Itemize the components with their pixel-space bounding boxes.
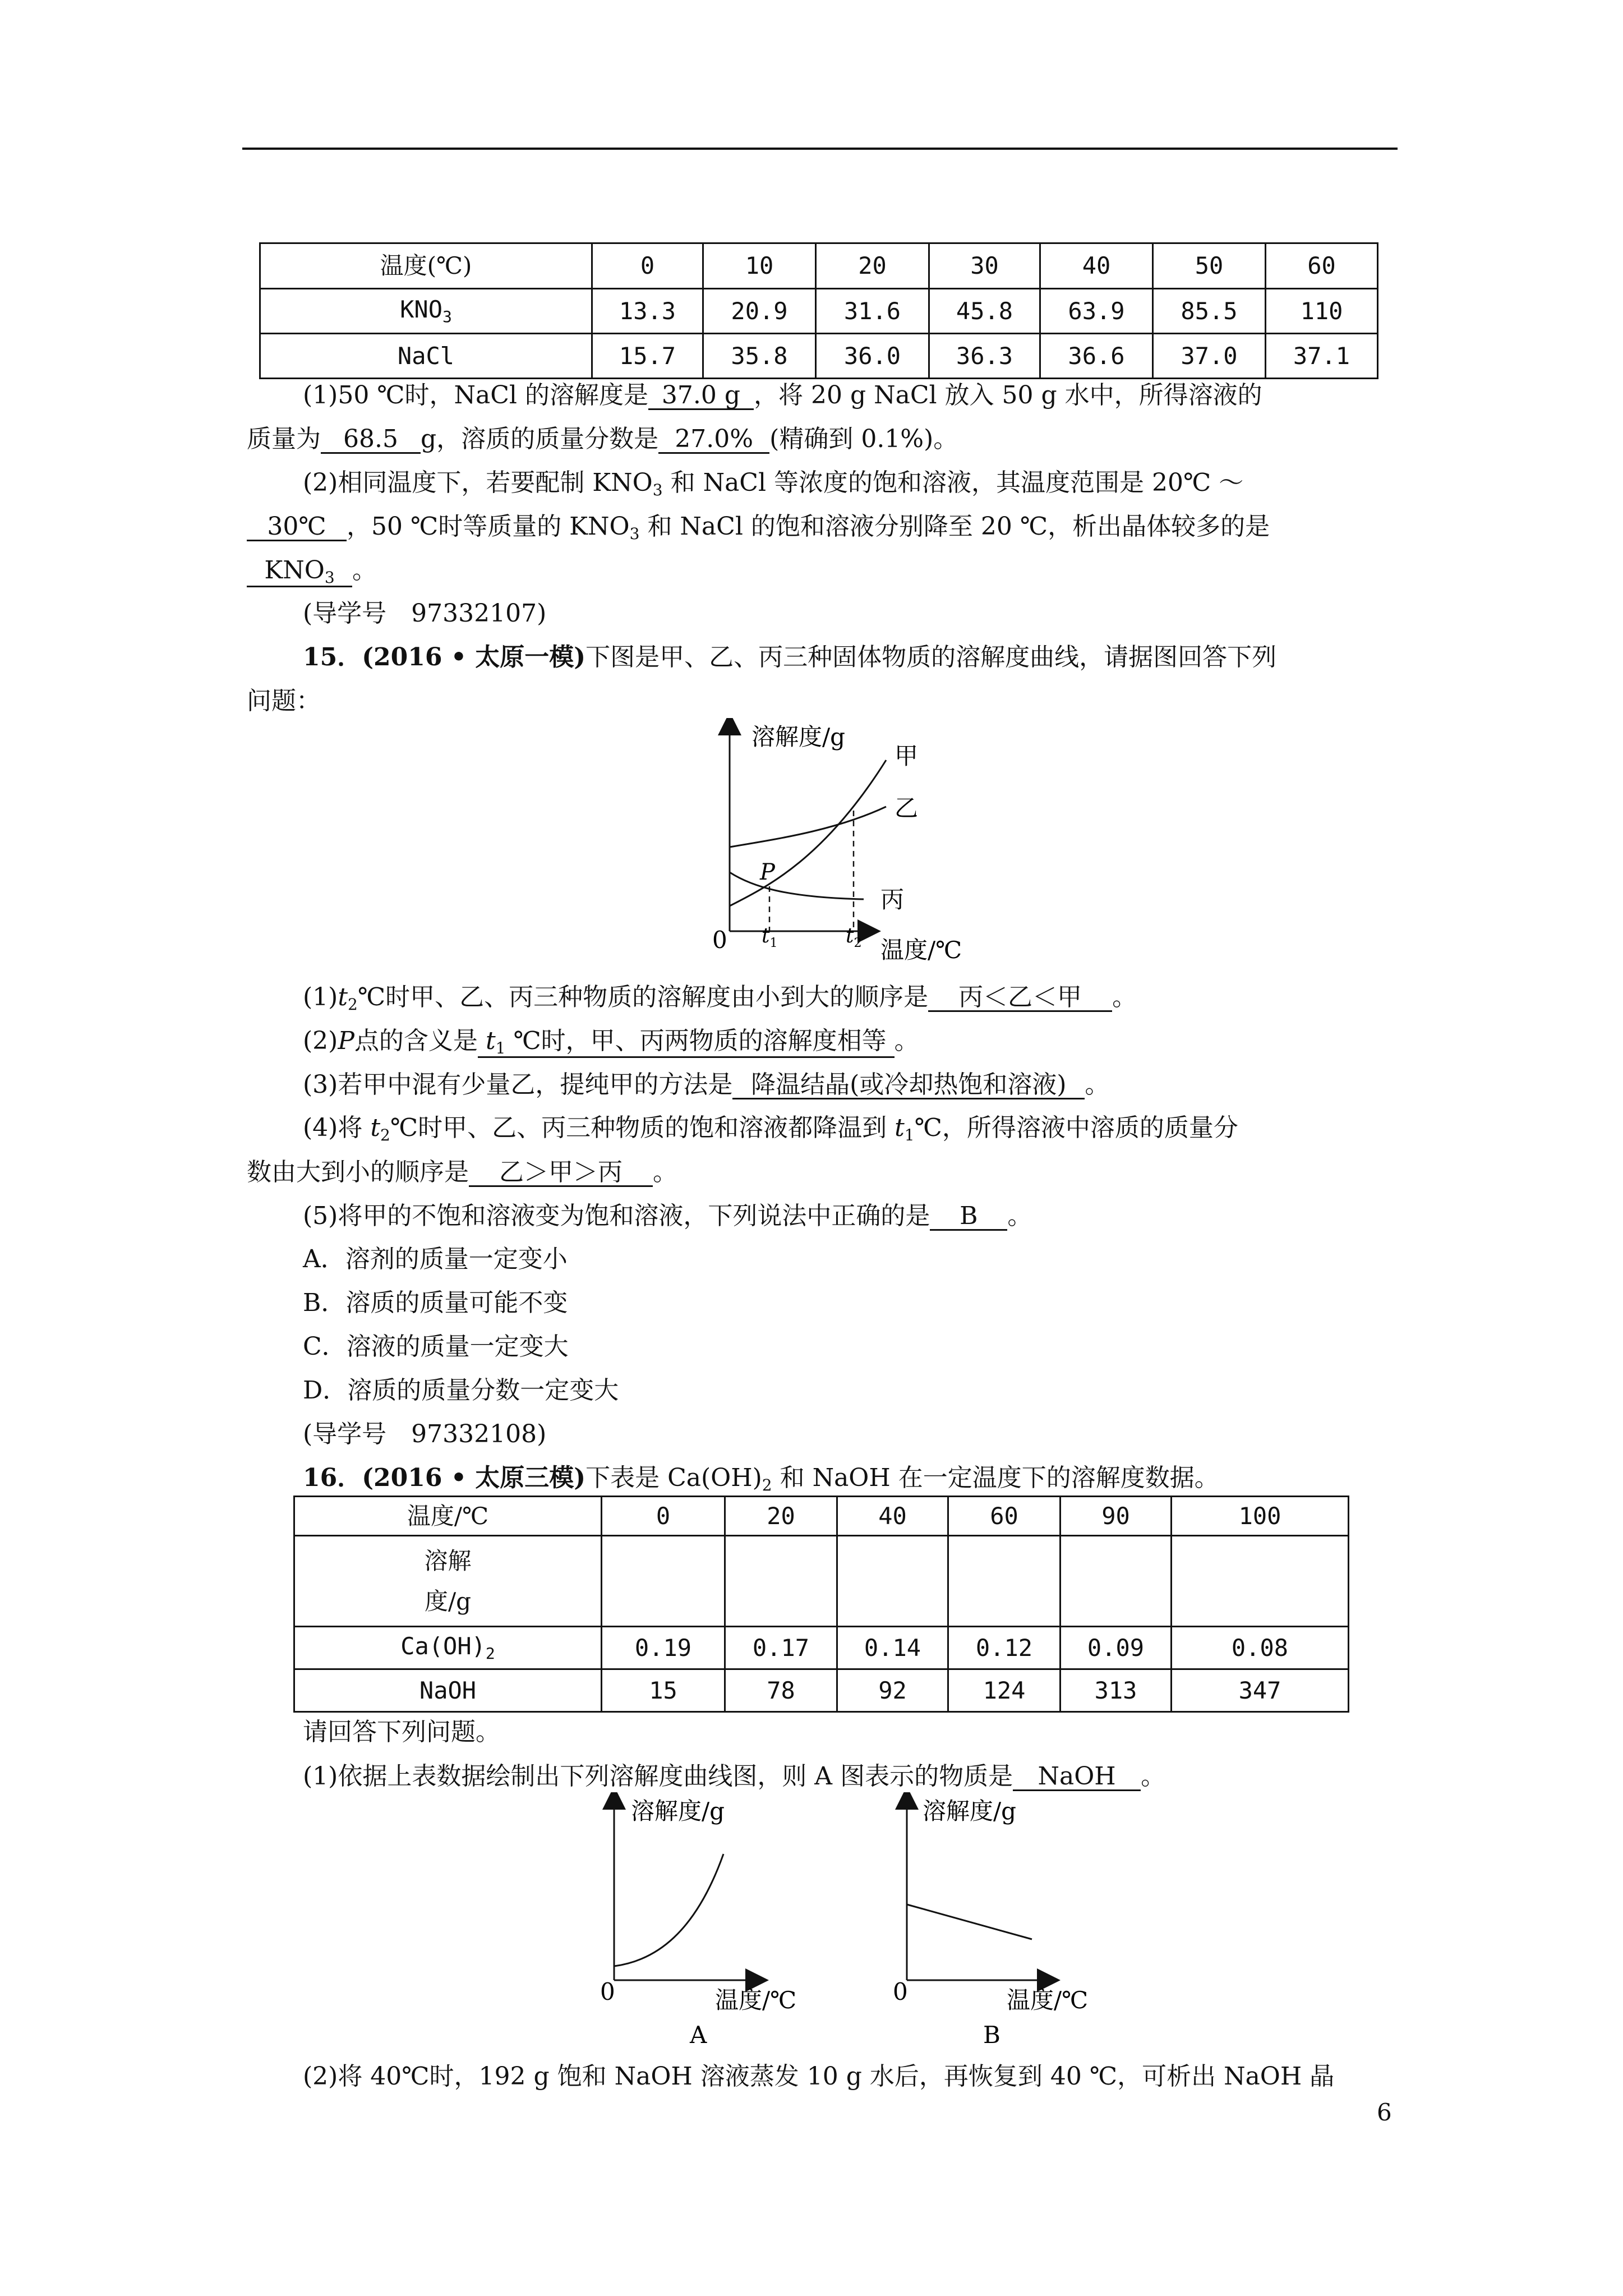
- table-row: [260, 334, 1378, 379]
- origin-label: 0: [712, 926, 727, 954]
- table-cell: 36.0: [816, 334, 929, 379]
- table-cell: 31.6: [816, 289, 929, 334]
- table-row-label: NaCl: [260, 334, 592, 379]
- table-cell: 90: [1061, 1497, 1172, 1536]
- table-cell: 85.5: [1153, 289, 1266, 334]
- table-row: [294, 1536, 1349, 1627]
- q14-part1-line1: (1)50 ℃时，NaCl 的溶解度是 37.0 g ，将 20 g NaCl 放入 50 g 水中，所得溶液的: [303, 381, 1262, 409]
- table-cell: 40: [837, 1497, 948, 1536]
- answer-blank: NaOH: [1013, 1764, 1141, 1791]
- table-row: [294, 1627, 1349, 1669]
- solubility-chart-b: [880, 1792, 1161, 2050]
- table-cell: 10: [703, 243, 816, 289]
- table-cell: 20.9: [703, 289, 816, 334]
- x-axis-label: 温度/℃: [1007, 1986, 1089, 2014]
- curve-caoh2: [907, 1904, 1032, 1939]
- t1-label: $t_1$: [762, 924, 778, 950]
- solubility-chart-a: [589, 1792, 869, 2050]
- page-number: 6: [1377, 2099, 1392, 2126]
- option-d: D．溶质的质量分数一定变大: [303, 1376, 619, 1405]
- q14-part2-line1: (2)相同温度下，若要配制 $KNO_3$ 和 NaCl 等浓度的饱和溶液，其温度范围是 20℃ ～: [303, 470, 1251, 498]
- table-cell: 37.1: [1266, 334, 1378, 379]
- table-row-label: 溶解 度/g: [294, 1536, 602, 1627]
- q15-intro-line1: 15．(2016 • 太原一模)下图是甲、乙、丙三种固体物质的溶解度曲线，请据图回答下列: [303, 643, 1277, 671]
- table-cell: 37.0: [1153, 334, 1266, 379]
- table-cell: 124: [948, 1669, 1061, 1712]
- answer-blank: 37.0 g: [648, 383, 754, 410]
- q15-sub2: (2)P点的含义是 $t_1$ ℃时，甲、丙两物质的溶解度相等 。: [303, 1027, 919, 1057]
- solubility-table-kno3-nacl: [259, 242, 1378, 379]
- q14-part1-line2: 质量为 68.5 g，溶质的质量分数是 27.0% (精确到 0.1%)。: [247, 425, 958, 453]
- table-row-label: $KNO_3$: [260, 289, 592, 334]
- q15-sub4-line1: (4)将 $t_2℃$时甲、乙、丙三种物质的饱和溶液都降温到 $t_1℃$，所得溶液中溶质的质量分: [303, 1114, 1238, 1144]
- curve-naoh: [614, 1854, 723, 1966]
- answer-blank: 30℃: [247, 514, 347, 541]
- q15-sub4-line2: 数由大到小的顺序是 乙＞甲＞丙 。: [247, 1158, 677, 1186]
- q15-intro-line2: 问题：: [247, 687, 321, 715]
- point-p-label: P: [760, 859, 775, 885]
- table-cell: 40: [1040, 243, 1153, 289]
- origin-label: 0: [893, 1978, 908, 2005]
- q15-sub3: (3)若甲中混有少量乙，提纯甲的方法是 降温结晶(或冷却热饱和溶液) 。: [303, 1070, 1110, 1099]
- table-cell: 0.09: [1061, 1627, 1172, 1669]
- table-header-row: [294, 1497, 1349, 1536]
- header-rule: [242, 148, 1398, 150]
- answer-blank: 68.5: [321, 426, 421, 454]
- q14-part2-line2: 30℃ ，50 ℃时等质量的 $KNO_3$ 和 NaCl 的饱和溶液分别降至 20 ℃，析出晶体较多的是: [247, 514, 1270, 542]
- table-cell: 15: [602, 1669, 725, 1712]
- q15-sub1: $(1)t_2℃$时甲、乙、丙三种物质的溶解度由小到大的顺序是 丙＜乙＜甲 。: [303, 983, 1137, 1014]
- table-row: [260, 289, 1378, 334]
- q14-part2-line3: $KNO_3$ 。: [247, 558, 377, 587]
- table-cell: 92: [837, 1669, 948, 1712]
- table-cell: 60: [948, 1497, 1061, 1536]
- y-axis-label: 溶解度/g: [923, 1797, 1017, 1825]
- y-axis-label: 溶解度/g: [631, 1797, 725, 1825]
- table-cell: 60: [1266, 243, 1378, 289]
- answer-blank: 降温结晶(或冷却热饱和溶液): [732, 1072, 1085, 1099]
- x-axis-label: 温度/℃: [715, 1986, 797, 2014]
- guide-number: (导学号 97332108): [303, 1420, 547, 1448]
- table-cell: 50: [1153, 243, 1266, 289]
- guide-number: (导学号 97332107): [303, 599, 547, 628]
- q16-sub1: (1)依据上表数据绘制出下列溶解度曲线图，则 A 图表示的物质是 NaOH 。: [303, 1762, 1166, 1791]
- table-cell: 36.6: [1040, 334, 1153, 379]
- table-row: [294, 1669, 1349, 1712]
- answer-blank: 20℃ ～: [1152, 468, 1244, 497]
- series-label-bing: 丙: [880, 886, 905, 913]
- table-cell: 63.9: [1040, 289, 1153, 334]
- table-cell: 347: [1172, 1669, 1349, 1712]
- answer-blank: 乙＞甲＞丙: [469, 1159, 653, 1187]
- answer-blank: 丙＜乙＜甲: [928, 984, 1112, 1012]
- q15-sub5: (5)将甲的不饱和溶液变为饱和溶液，下列说法中正确的是 B 。: [303, 1202, 1032, 1230]
- table-cell: 0: [592, 243, 703, 289]
- table-cell: 36.3: [929, 334, 1040, 379]
- table-cell: 45.8: [929, 289, 1040, 334]
- table-cell: 0.17: [725, 1627, 837, 1669]
- option-a: A．溶剂的质量一定变小: [303, 1245, 568, 1273]
- table-cell: 13.3: [592, 289, 703, 334]
- table-cell: 20: [816, 243, 929, 289]
- series-label-yi: 乙: [895, 794, 919, 822]
- table-cell: 0.19: [602, 1627, 725, 1669]
- table-cell: 35.8: [703, 334, 816, 379]
- table-cell: 0.12: [948, 1627, 1061, 1669]
- table-cell: 30: [929, 243, 1040, 289]
- table-cell: 20: [725, 1497, 837, 1536]
- table-header-row: [260, 243, 1378, 289]
- table-cell: 15.7: [592, 334, 703, 379]
- table-cell: 100: [1172, 1497, 1349, 1536]
- answer-blank: B: [930, 1203, 1007, 1231]
- option-b: B．溶质的质量可能不变: [303, 1289, 568, 1317]
- table-cell: 0.08: [1172, 1627, 1349, 1669]
- x-axis-label: 温度/℃: [880, 936, 962, 964]
- origin-label: 0: [600, 1978, 615, 2005]
- answer-blank: $t_1$ ℃时，甲、丙两物质的溶解度相等: [478, 1028, 895, 1058]
- table-cell: 0: [602, 1497, 725, 1536]
- q16-prompt: 请回答下列问题。: [303, 1718, 500, 1746]
- table-cell: 温度/℃: [294, 1497, 602, 1536]
- solubility-curve-chart: [695, 718, 1009, 965]
- chart-caption: A: [690, 2021, 707, 2049]
- curve-yi: [730, 807, 886, 847]
- table-cell: 温度(℃): [260, 243, 592, 289]
- chart-caption: B: [983, 2021, 1000, 2049]
- q16-sub2: (2)将 40℃时，192 g 饱和 NaOH 溶液蒸发 10 g 水后，再恢复到 40 ℃，可析出 NaOH 晶: [303, 2062, 1335, 2091]
- t2-label: $t_2$: [846, 924, 862, 950]
- q16-intro: 16．(2016 • 太原三模)下表是 $Ca(OH)_2$ 和 NaOH 在一定温度下的溶解度数据。: [303, 1464, 1219, 1494]
- solubility-table-caoh2-naoh: [293, 1496, 1349, 1713]
- y-axis-label: 溶解度/g: [751, 723, 846, 751]
- table-row-label: $Ca(OH)_2$: [294, 1627, 602, 1669]
- table-cell: 0.14: [837, 1627, 948, 1669]
- table-row-label: NaOH: [294, 1669, 602, 1712]
- answer-blank: 27.0%: [658, 426, 769, 454]
- table-cell: 78: [725, 1669, 837, 1712]
- series-label-jia: 甲: [895, 742, 919, 770]
- option-c: C．溶液的质量一定变大: [303, 1332, 569, 1361]
- table-cell: 110: [1266, 289, 1378, 334]
- answer-blank: $KNO_3$: [247, 558, 352, 587]
- table-cell: 313: [1061, 1669, 1172, 1712]
